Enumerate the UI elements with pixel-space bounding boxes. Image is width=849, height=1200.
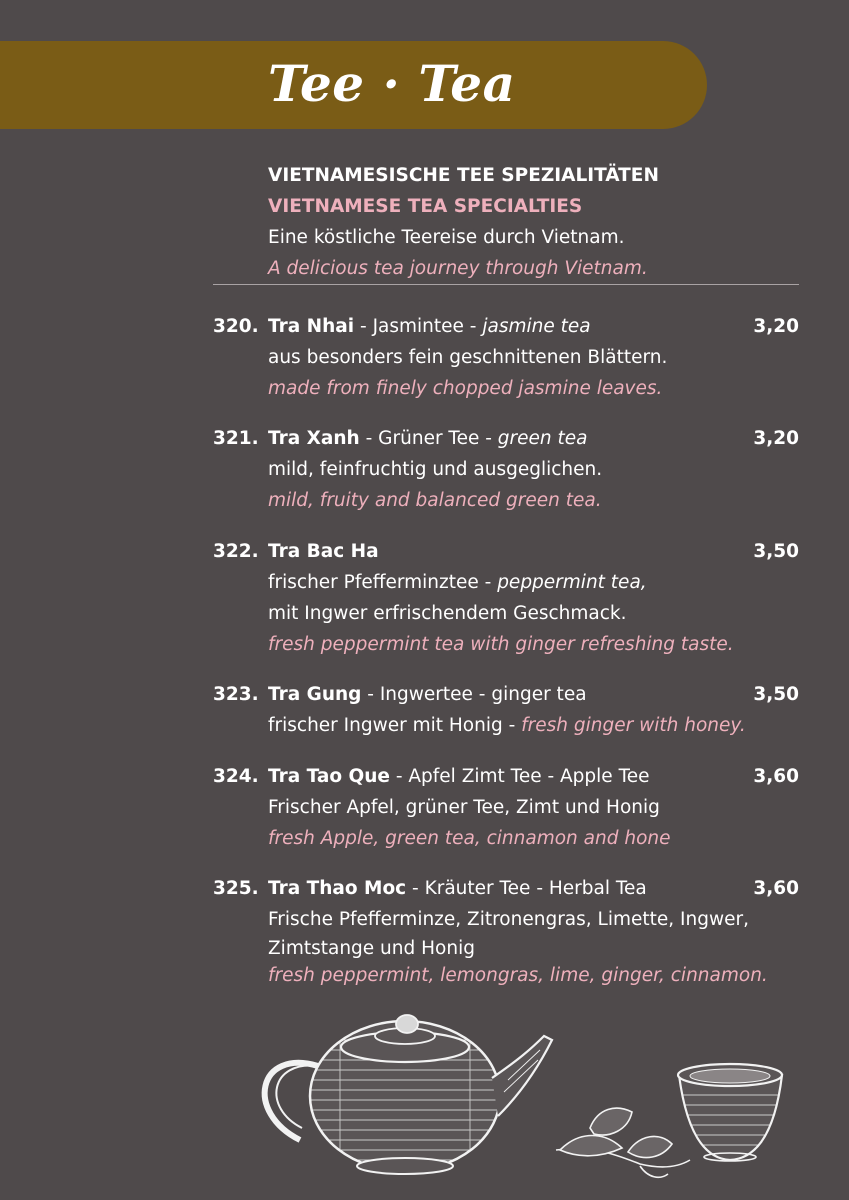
item-name: Tra Tao Que — [268, 766, 390, 787]
item-name-de: Grüner Tee — [378, 428, 480, 449]
item-description-de-2: Zimtstange und Honig — [268, 938, 475, 959]
teapot-illustration — [265, 1015, 552, 1174]
intro-heading-de: VIETNAMESISCHE TEE SPEZIALITÄTEN — [268, 165, 659, 186]
item-number: 323. — [213, 684, 259, 705]
item-name-translations: - Apfel Zimt Tee - Apple Tee — [389, 766, 650, 787]
item-price: 3,50 — [753, 541, 799, 562]
item-description-de: frischer Ingwer mit Honig - — [268, 715, 522, 736]
teacup-illustration — [678, 1064, 782, 1161]
item-price: 3,20 — [753, 316, 799, 337]
intro-heading-en: VIETNAMESE TEA SPECIALTIES — [268, 196, 583, 217]
intro-description-en: A delicious tea journey through Vietnam. — [268, 258, 648, 279]
item-description-de: aus besonders fein geschnittenen Blättern. — [268, 347, 668, 368]
intro-description-de: Eine köstliche Teereise durch Vietnam. — [268, 227, 625, 248]
page-title: Tee · Tea — [268, 54, 516, 113]
item-name: Tra Gung — [268, 684, 362, 705]
item-name-translations: - Ingwertee - ginger tea — [361, 684, 587, 705]
item-number: 320. — [213, 316, 259, 337]
item-number: 321. — [213, 428, 259, 449]
item-separator: - — [359, 428, 379, 449]
item-name-en: green tea — [497, 428, 588, 449]
item-description-en: fresh peppermint tea with ginger refreshing taste. — [268, 634, 734, 655]
item-price: 3,60 — [753, 766, 799, 787]
item-name-translations: - Kräuter Tee - Herbal Tea — [406, 878, 647, 899]
item-name: Tra Bac Ha — [268, 541, 379, 562]
item-separator: - — [463, 316, 483, 337]
item-price: 3,20 — [753, 428, 799, 449]
item-number: 322. — [213, 541, 259, 562]
item-name: Tra Thao Moc — [268, 878, 407, 899]
item-separator: - — [479, 428, 498, 449]
item-name-de: Jasmintee — [372, 316, 464, 337]
item-description-en: fresh Apple, green tea, cinnamon and hone — [268, 828, 671, 849]
item-name: Tra Nhai — [268, 316, 355, 337]
item-description-de: Frische Pfefferminze, Zitronengras, Limette, Ingwer, — [268, 909, 749, 930]
item-name: Tra Xanh — [268, 428, 360, 449]
item-separator: - — [354, 316, 373, 337]
item-description-de-text: frischer Pfefferminztee - — [268, 572, 498, 593]
item-description-en: made from finely chopped jasmine leaves. — [268, 378, 663, 399]
item-number: 325. — [213, 878, 259, 899]
item-description-en: mild, fruity and balanced green tea. — [268, 490, 602, 511]
item-description-en: fresh peppermint, lemongras, lime, ginger, cinnamon. — [268, 965, 768, 986]
item-price: 3,50 — [753, 684, 799, 705]
item-description-de-2: mit Ingwer erfrischendem Geschmack. — [268, 603, 627, 624]
item-number: 324. — [213, 766, 259, 787]
item-name-en: jasmine tea — [482, 316, 591, 337]
item-description-en: fresh ginger with honey. — [521, 715, 746, 736]
tea-leaves-illustration — [556, 1108, 690, 1177]
item-description-en-inline: peppermint tea, — [497, 572, 647, 593]
item-description-de: mild, feinfruchtig und ausgeglichen. — [268, 459, 603, 480]
item-price: 3,60 — [753, 878, 799, 899]
item-description-de: Frischer Apfel, grüner Tee, Zimt und Honig — [268, 797, 660, 818]
